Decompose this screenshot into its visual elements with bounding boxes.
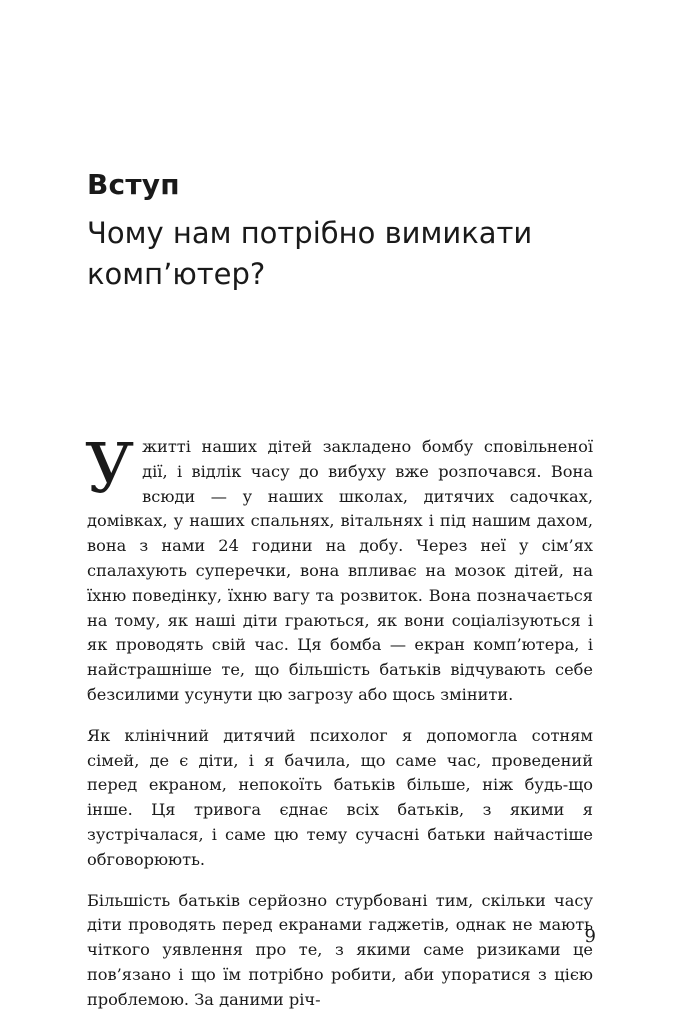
drop-cap: У <box>85 430 135 509</box>
chapter-label: Вступ <box>87 168 180 201</box>
paragraph-1-text: житті наших дітей закладено бомбу сповільненої дії, і відлік часу до вибуху вже розпочався. Вона всюди — у наших школах, дитячих садочках, домівках, у наших спальнях, вітальнях і під нашим дахом, вона з нами 24 години на добу. Через неї у сім’ях спалахують суперечки, вона впливає на мозок дітей, на їхню поведінку, їхню вагу та розвиток. Вона позначається на тому, як наші діти граються, як вони соціалізуються і як проводять свій час. Ця бомба — екран комп’ютера, і найстрашніше те, що більшість батьків відчувають себе безсилими усунути цю загрозу або щось змінити. <box>87 437 593 704</box>
paragraph-1 <box>85 430 593 708</box>
chapter-title: Чому нам потрібно вимикати комп’ютер? <box>87 216 533 291</box>
body-text <box>85 430 593 1013</box>
paragraph-2: Як клінічний дитячий психолог я допомогла сотням сімей, де є діти, і я бачила, що саме час, проведений перед екраном, непокоїть батьків більше, ніж будь-що інше. Ця тривога єднає всіх батьків, з якими я зустрічалася, і саме цю тему сучасні батьки найчастіше обговорюють. <box>87 725 593 869</box>
page-number: 9 <box>584 926 596 947</box>
paragraph-3: Більшість батьків серйозно стурбовані тим, скільки часу діти проводять перед екранами гаджетів, однак не мають чіткого уявлення про те, з якими саме ризиками це пов’язано і що їм потрібно робити, аби упоратися з цією проблемою. За даними річ- <box>87 890 593 1009</box>
